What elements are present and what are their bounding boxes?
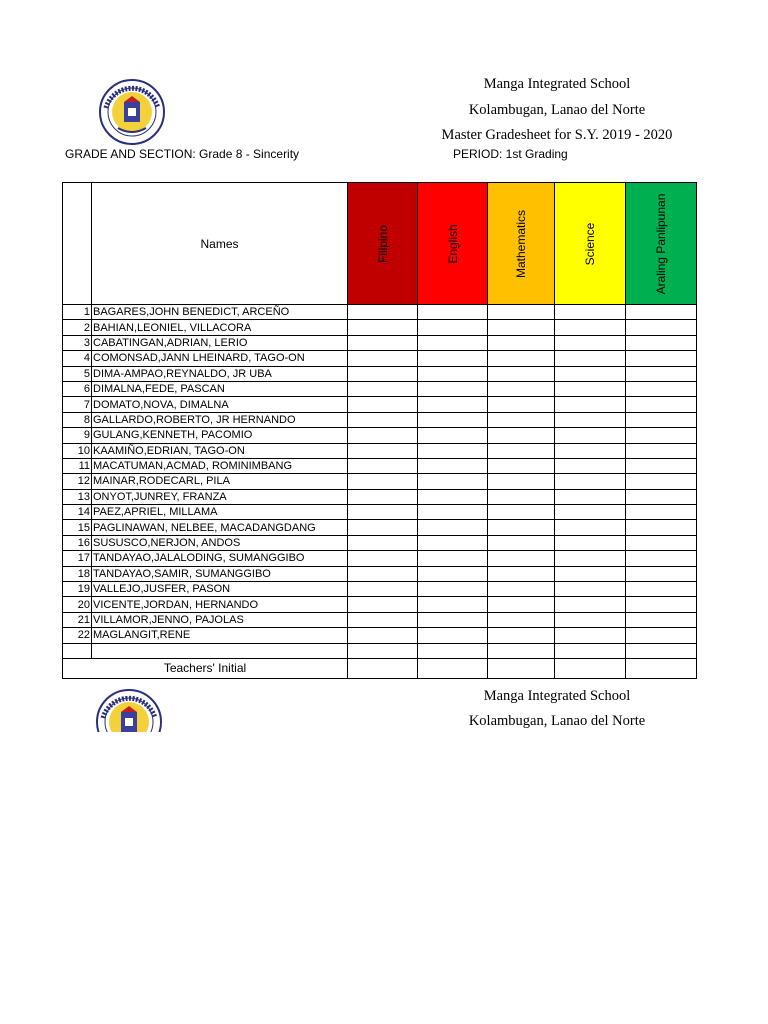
grade-cell[interactable]	[348, 489, 418, 504]
grade-cell[interactable]	[348, 335, 418, 350]
grade-cell[interactable]	[348, 320, 418, 335]
grade-cell[interactable]	[488, 335, 555, 350]
table-row	[63, 628, 697, 643]
grade-cell[interactable]	[626, 305, 697, 320]
grade-cell[interactable]	[418, 428, 488, 443]
grade-cell[interactable]	[555, 335, 626, 350]
grade-cell[interactable]	[488, 612, 555, 627]
grade-cell[interactable]	[418, 551, 488, 566]
table-row	[63, 458, 697, 473]
grade-cell[interactable]	[418, 305, 488, 320]
grade-section: GRADE AND SECTION: Grade 8 - Sincerity	[65, 147, 300, 161]
grade-cell[interactable]	[418, 397, 488, 412]
row-number: 22	[63, 628, 92, 643]
row-number: 7	[63, 397, 92, 412]
grade-cell[interactable]	[418, 505, 488, 520]
grade-cell[interactable]	[626, 320, 697, 335]
deped-seal-icon	[98, 78, 166, 146]
grade-cell[interactable]	[488, 381, 555, 396]
row-number: 9	[63, 428, 92, 443]
grade-cell[interactable]	[348, 474, 418, 489]
grade-cell[interactable]	[626, 612, 697, 627]
grade-cell[interactable]	[418, 535, 488, 550]
row-number: 2	[63, 320, 92, 335]
grade-cell[interactable]	[348, 566, 418, 581]
table-row	[63, 582, 697, 597]
grade-cell[interactable]	[348, 305, 418, 320]
grade-cell[interactable]	[418, 520, 488, 535]
teachers-initial-label: Teachers' Initial	[63, 658, 348, 678]
student-name: SUSUSCO,NERJON, ANDOS	[92, 535, 348, 550]
subject-header-filipino: Filipino	[348, 183, 418, 305]
grade-cell[interactable]	[418, 597, 488, 612]
sheet-title: Master Gradesheet for S.Y. 2019 - 2020	[441, 127, 673, 143]
row-number: 12	[63, 474, 92, 489]
grade-cell[interactable]	[555, 566, 626, 581]
student-name: MAGLANGIT,RENE	[92, 628, 348, 643]
school-location-bottom: Kolambugan, Lanao del Norte	[468, 713, 646, 729]
grade-cell[interactable]	[418, 443, 488, 458]
grade-cell[interactable]	[555, 474, 626, 489]
row-number: 20	[63, 597, 92, 612]
table-row	[63, 566, 697, 581]
grade-cell[interactable]	[555, 628, 626, 643]
school-name-bottom: Manga Integrated School	[483, 688, 631, 704]
grade-cell[interactable]	[555, 582, 626, 597]
grade-cell[interactable]	[418, 628, 488, 643]
grade-cell[interactable]	[488, 397, 555, 412]
empty-cell	[92, 643, 348, 658]
grade-cell[interactable]	[626, 366, 697, 381]
grade-cell[interactable]	[626, 443, 697, 458]
grade-cell[interactable]	[555, 443, 626, 458]
grade-cell[interactable]	[488, 535, 555, 550]
teachers-initial-row	[63, 658, 697, 678]
grade-cell[interactable]	[555, 428, 626, 443]
table-row	[63, 428, 697, 443]
empty-cell[interactable]	[418, 643, 488, 658]
grade-cell[interactable]	[348, 520, 418, 535]
row-number: 8	[63, 412, 92, 427]
row-number: 11	[63, 458, 92, 473]
student-name: GALLARDO,ROBERTO, JR HERNANDO	[92, 412, 348, 427]
table-row	[63, 335, 697, 350]
grade-cell[interactable]	[488, 628, 555, 643]
grade-cell[interactable]	[418, 412, 488, 427]
grade-cell[interactable]	[488, 489, 555, 504]
row-number: 6	[63, 381, 92, 396]
row-number: 1	[63, 305, 92, 320]
grade-cell[interactable]	[418, 612, 488, 627]
grade-cell[interactable]	[488, 458, 555, 473]
row-number: 17	[63, 551, 92, 566]
grade-cell[interactable]	[488, 366, 555, 381]
subject-header-araling-panlipunan: Araling Panlipunan	[626, 183, 697, 305]
initial-cell[interactable]	[348, 658, 418, 678]
grade-cell[interactable]	[626, 458, 697, 473]
grade-cell[interactable]	[348, 443, 418, 458]
student-name: VALLEJO,JUSFER, PASON	[92, 582, 348, 597]
grade-cell[interactable]	[418, 566, 488, 581]
table-row	[63, 535, 697, 550]
grade-cell[interactable]	[626, 628, 697, 643]
empty-row	[63, 643, 697, 658]
initial-cell[interactable]	[488, 658, 555, 678]
grade-cell[interactable]	[555, 305, 626, 320]
student-name: KAAMIÑO,EDRIAN, TAGO-ON	[92, 443, 348, 458]
row-number: 4	[63, 351, 92, 366]
grade-cell[interactable]	[626, 535, 697, 550]
grade-cell[interactable]	[418, 489, 488, 504]
grade-cell[interactable]	[488, 474, 555, 489]
grade-cell[interactable]	[626, 597, 697, 612]
grade-cell[interactable]	[488, 443, 555, 458]
subject-header-english: English	[418, 183, 488, 305]
grade-cell[interactable]	[418, 381, 488, 396]
grade-cell[interactable]	[488, 551, 555, 566]
student-name: PAGLINAWAN, NELBEE, MACADANGDANG	[92, 520, 348, 535]
empty-cell[interactable]	[488, 643, 555, 658]
header-row	[63, 183, 697, 305]
student-name: PAEZ,APRIEL, MILLAMA	[92, 505, 348, 520]
grade-cell[interactable]	[418, 335, 488, 350]
grade-cell[interactable]	[555, 366, 626, 381]
grade-cell[interactable]	[555, 351, 626, 366]
table-row	[63, 489, 697, 504]
table-row	[63, 474, 697, 489]
grade-cell[interactable]	[626, 505, 697, 520]
table-row	[63, 505, 697, 520]
grade-cell[interactable]	[488, 505, 555, 520]
grade-cell[interactable]	[626, 381, 697, 396]
grade-cell[interactable]	[555, 381, 626, 396]
row-number: 13	[63, 489, 92, 504]
grade-cell[interactable]	[555, 489, 626, 504]
grade-cell[interactable]	[555, 397, 626, 412]
table-row	[63, 305, 697, 320]
grade-cell[interactable]	[555, 612, 626, 627]
grade-cell[interactable]	[555, 458, 626, 473]
grade-cell[interactable]	[418, 474, 488, 489]
grade-cell[interactable]	[555, 551, 626, 566]
row-number: 21	[63, 612, 92, 627]
grade-cell[interactable]	[418, 351, 488, 366]
grade-cell[interactable]	[488, 520, 555, 535]
student-name: COMONSAD,JANN LHEINARD, TAGO-ON	[92, 351, 348, 366]
student-name: VICENTE,JORDAN, HERNANDO	[92, 597, 348, 612]
table-row	[63, 381, 697, 396]
table-row	[63, 351, 697, 366]
grade-cell[interactable]	[488, 412, 555, 427]
grade-cell[interactable]	[348, 351, 418, 366]
initial-cell[interactable]	[626, 658, 697, 678]
row-number: 10	[63, 443, 92, 458]
grade-cell[interactable]	[488, 428, 555, 443]
student-name: MACATUMAN,ACMAD, ROMINIMBANG	[92, 458, 348, 473]
table-row	[63, 320, 697, 335]
student-name: DOMATO,NOVA, DIMALNA	[92, 397, 348, 412]
grade-cell[interactable]	[555, 412, 626, 427]
grade-cell[interactable]	[626, 412, 697, 427]
number-header	[63, 183, 92, 305]
table-row	[63, 397, 697, 412]
grade-cell[interactable]	[488, 351, 555, 366]
grade-cell[interactable]	[488, 320, 555, 335]
empty-cell[interactable]	[348, 643, 418, 658]
table-row	[63, 443, 697, 458]
grade-cell[interactable]	[555, 320, 626, 335]
grade-cell[interactable]	[626, 474, 697, 489]
grade-cell[interactable]	[626, 566, 697, 581]
student-name: CABATINGAN,ADRIAN, LERIO	[92, 335, 348, 350]
grade-cell[interactable]	[488, 597, 555, 612]
student-name: VILLAMOR,JENNO, PAJOLAS	[92, 612, 348, 627]
student-name: GULANG,KENNETH, PACOMIO	[92, 428, 348, 443]
grade-cell[interactable]	[418, 582, 488, 597]
grade-cell[interactable]	[348, 381, 418, 396]
student-name: BAGARES,JOHN BENEDICT, ARCEÑO	[92, 305, 348, 320]
student-name: ONYOT,JUNREY, FRANZA	[92, 489, 348, 504]
grade-cell[interactable]	[488, 305, 555, 320]
grade-cell[interactable]	[418, 458, 488, 473]
row-number: 19	[63, 582, 92, 597]
grade-cell[interactable]	[348, 628, 418, 643]
student-name: MAINAR,RODECARL, PILA	[92, 474, 348, 489]
grade-cell[interactable]	[418, 320, 488, 335]
table-row	[63, 612, 697, 627]
grade-cell[interactable]	[626, 351, 697, 366]
grade-cell[interactable]	[555, 505, 626, 520]
row-number: 16	[63, 535, 92, 550]
row-number: 3	[63, 335, 92, 350]
grade-cell[interactable]	[348, 412, 418, 427]
grade-cell[interactable]	[488, 566, 555, 581]
table-row	[63, 412, 697, 427]
names-header: Names	[92, 183, 348, 305]
student-name: BAHIAN,LEONIEL, VILLACORA	[92, 320, 348, 335]
initial-cell[interactable]	[555, 658, 626, 678]
grade-cell[interactable]	[626, 489, 697, 504]
empty-cell	[63, 643, 92, 658]
row-number: 5	[63, 366, 92, 381]
grade-cell[interactable]	[626, 335, 697, 350]
table-row	[63, 520, 697, 535]
subject-header-science: Science	[555, 183, 626, 305]
grade-cell[interactable]	[488, 582, 555, 597]
grade-cell[interactable]	[348, 366, 418, 381]
grade-cell[interactable]	[348, 458, 418, 473]
subject-header-mathematics: Mathematics	[488, 183, 555, 305]
deped-seal-bottom-icon	[95, 688, 170, 732]
row-number: 14	[63, 505, 92, 520]
row-number: 15	[63, 520, 92, 535]
grade-cell[interactable]	[348, 428, 418, 443]
grade-cell[interactable]	[626, 582, 697, 597]
table-row	[63, 366, 697, 381]
table-row	[63, 597, 697, 612]
grade-cell[interactable]	[348, 597, 418, 612]
grading-period: PERIOD: 1st Grading	[453, 147, 568, 161]
grade-cell[interactable]	[348, 535, 418, 550]
empty-cell[interactable]	[555, 643, 626, 658]
grade-cell[interactable]	[348, 505, 418, 520]
row-number: 18	[63, 566, 92, 581]
student-name: TANDAYAO,JALALODING, SUMANGGIBO	[92, 551, 348, 566]
school-location: Kolambugan, Lanao del Norte	[468, 102, 646, 118]
grade-cell[interactable]	[626, 520, 697, 535]
gradesheet-table	[62, 182, 697, 679]
table-row	[63, 551, 697, 566]
grade-cell[interactable]	[626, 551, 697, 566]
grade-cell[interactable]	[555, 597, 626, 612]
school-name: Manga Integrated School	[483, 76, 631, 92]
grade-cell[interactable]	[348, 582, 418, 597]
grade-cell[interactable]	[348, 551, 418, 566]
grade-cell[interactable]	[348, 612, 418, 627]
student-name: DIMALNA,FEDE, PASCAN	[92, 381, 348, 396]
grade-cell[interactable]	[555, 535, 626, 550]
initial-cell[interactable]	[418, 658, 488, 678]
student-name: TANDAYAO,SAMIR, SUMANGGIBO	[92, 566, 348, 581]
grade-cell[interactable]	[418, 366, 488, 381]
grade-cell[interactable]	[626, 397, 697, 412]
grade-cell[interactable]	[555, 520, 626, 535]
grade-cell[interactable]	[348, 397, 418, 412]
student-name: DIMA-AMPAO,REYNALDO, JR UBA	[92, 366, 348, 381]
empty-cell[interactable]	[626, 643, 697, 658]
grade-cell[interactable]	[626, 428, 697, 443]
